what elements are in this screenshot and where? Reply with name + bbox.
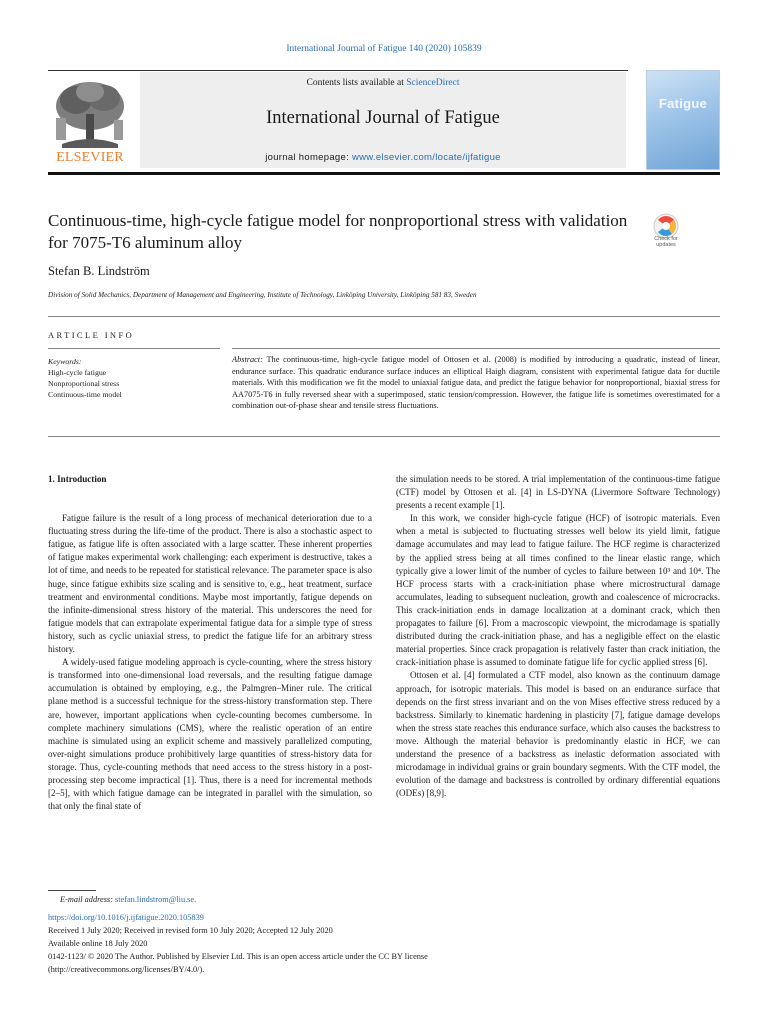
header-top-rule xyxy=(48,70,628,71)
abstract-text: The continuous-time, high-cycle fatigue model of Ottosen et al. (2008) is modified by introducing a quadratic, instead of linear, endurance surface. This quadratic endurance surface induces an elliptical Haigh diagram, consistent with experimental fatigue data for ductile materials. With this modification we fit the model to uniaxial fatigue data, and predict the fatigue behavior for nonproportional, biaxial stress for AA7075-T6 in fully reversed shear with a superimposed, static tension/compression. However, the fatigue life is sometimes overestimated for a combination out-of-phase shear and tensile stress fluctuations. xyxy=(232,355,720,411)
footnote-rule xyxy=(48,890,96,891)
email-link[interactable]: stefan.lindstrom@liu.se. xyxy=(115,895,197,904)
homepage-link[interactable]: www.elsevier.com/locate/ijfatigue xyxy=(351,152,501,163)
received-dates: Received 1 July 2020; Received in revised form 10 July 2020; Accepted 12 July 2020 xyxy=(48,926,333,935)
keywords-block xyxy=(48,356,122,400)
homepage-line xyxy=(140,152,626,163)
journal-reference[interactable]: International Journal of Fatigue 140 (2020) 105839 xyxy=(286,44,482,54)
section-heading: 1. Introduction xyxy=(48,474,107,484)
contents-prefix: Contents lists available at xyxy=(306,78,407,88)
journal-cover-thumbnail[interactable] xyxy=(646,70,720,170)
body-paragraph: Ottosen et al. [4] formulated a CTF model, also known as the continuum damage approach, for isotropic materials. This model is based on an endurance surface that depends on the first stress invariant and on the von Mises effective stress reduced by a backstress. Similarly to kinematic hardening in plasticity [7], fatigue damage develops when the stress state reaches this endurance surface, which also causes the backstress to move. Although the material behavior is predominantly elastic in HCF, we can understand the presence of a backstress as inelastic deformation associated with microdamage in individual grains or grain boundary segments. With the CTF model, the evolution of the damage and backstress is controlled by ordinary differential equations (ODEs) [8,9]. xyxy=(396,670,720,799)
homepage-prefix: journal homepage: xyxy=(265,152,352,163)
abstract xyxy=(232,354,720,412)
footnote-email xyxy=(60,895,196,904)
header-bottom-rule xyxy=(48,172,720,175)
section-rule xyxy=(48,316,720,317)
check-for-updates-label: Check for updates xyxy=(654,236,678,248)
license-url[interactable]: (http://creativecommons.org/licenses/BY/4.0/). xyxy=(48,965,205,974)
abstract-rule xyxy=(232,348,720,349)
elsevier-wordmark: ELSEVIER xyxy=(56,150,124,165)
author-name: Stefan B. Lindström xyxy=(48,264,150,278)
body-paragraph: Fatigue failure is the result of a long process of mechanical deterioration due to a fluctuating stress during the life-time of the product. There is also a stochastic aspect to fatigue, as fatigue life is often associated with a large scatter. These inherent properties of fatigue makes experimental work challenging: each experiment is destructive, takes a lot of time, and needs to be repeated for statistical relevance. The parameter space is also huge, since fatigue exhibits size scaling and is sensitive to, e.g., heat treatment, surface treatment and environmental conditions. Maybe most importantly, fatigue depends on the infinite-dimensional stress history of the material. This underscores the need for fatigue models that can extrapolate experimental fatigue data for a simple type of stress history, such as cyclic uniaxial stress, to predict the fatigue life for an arbitrary stress history. xyxy=(48,513,372,655)
cover-title: Fatigue xyxy=(658,96,708,111)
license-line: 0142-1123/ © 2020 The Author. Published by Elsevier Ltd. This is an open access article under the CC BY license xyxy=(48,952,428,961)
contents-line xyxy=(140,78,626,88)
sciencedirect-link[interactable]: ScienceDirect xyxy=(406,78,460,88)
section-rule xyxy=(48,436,720,437)
keyword-item: High-cycle fatigue xyxy=(48,368,107,377)
article-title: Continuous-time, high-cycle fatigue model for nonproportional stress with validation for 7075-T6 aluminum alloy xyxy=(48,211,628,252)
body-paragraph: the simulation needs to be stored. A trial implementation of the continuous-time fatigue (CTF) model by Ottosen et al. [4] in LS-DYNA (Livermore Software Technology) presents a recent example [1]. xyxy=(396,474,720,511)
article-info-heading: ARTICLE INFO xyxy=(48,330,135,340)
article-info-rule xyxy=(48,348,220,349)
author-affiliation: Division of Solid Mechanics, Department of Management and Engineering, Institute of Technology, Linköping University, Linköping 581 83, Sweden xyxy=(48,291,477,299)
keyword-item: Continuous-time model xyxy=(48,390,122,399)
body-column-left xyxy=(48,473,372,813)
online-date: Available online 18 July 2020 xyxy=(48,939,148,948)
keyword-item: Nonproportional stress xyxy=(48,379,120,388)
abstract-label: Abstract: xyxy=(232,355,263,364)
journal-title: International Journal of Fatigue xyxy=(266,108,500,128)
keywords-label: Keywords: xyxy=(48,357,82,366)
doi-link[interactable]: https://doi.org/10.1016/j.ijfatigue.2020.105839 xyxy=(48,913,204,922)
email-label: E-mail address: xyxy=(60,895,113,904)
body-paragraph: In this work, we consider high-cycle fatigue (HCF) of isotropic materials. Even when a metal is subjected to fluctuating stresses well below its yield limit, fatigue damage accumulates and may lead to fatigue failure. The HCF regime is characterized by the applied stress being at all times confined to the linear elastic range, which typically give a lower limit of the number of cycles to failure between 10³ and 10⁴. The HCF process starts with a crack-initiation phase where microstructural damage accumulates, leading to subsequent nucleation, growth and coalescence of microcracks. This crack-initiation ends in damage localization at a dominant crack, which then propagates to failure [6]. From a macroscopic viewpoint, the microdamage is spatially distributed during the crack-initiation phase, and has a negligible effect on the elastic material properties. Since crack propagation is relatively faster than crack initiation, the crack-initiation phase is assumed to dominate fatigue life for cyclic applied stress [6]. xyxy=(396,513,720,668)
body-column-right xyxy=(396,473,720,800)
body-paragraph: A widely-used fatigue modeling approach is cycle-counting, where the stress history is transformed into one-dimensional load reversals, and the resulting fatigue damage accumulation is obtained by employing, e.g., the Palmgren–Miner rule. The critical plane method is a successful technique for the stress-history transformation step. There are, however, important applications when cycle-counting becomes cumbersome. In complete machinery simulations (CMS), where the realistic operation of an entire machine is simulated using an explicit scheme and massively parallelized computing, over-night simulations produce prohibitively large quantities of stress-history data for storage. Thus, cycle-counting methods that need access to the stress history in a post-processing step become impractical [1]. Thus, there is a need for incremental methods [2–5], with which fatigue damage can be integrated in parallel with the simulation, so that only the final state of xyxy=(48,657,372,812)
